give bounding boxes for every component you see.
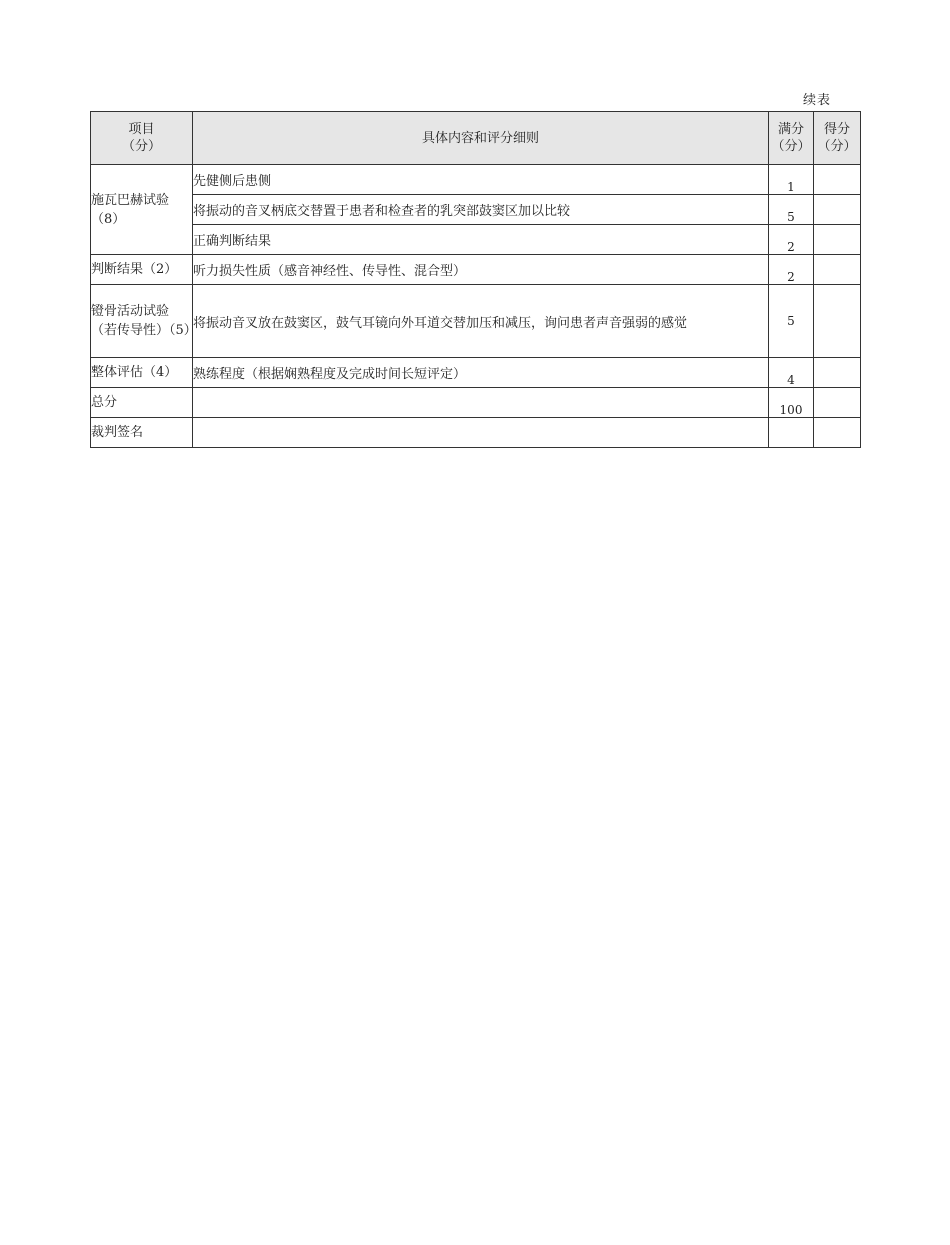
item-weber-test: 施瓦巴赫试验（8）	[91, 165, 193, 255]
item-judge-result: 判断结果（2）	[91, 255, 193, 285]
score-obtained-cell[interactable]	[814, 255, 861, 285]
full-score-cell: 100	[769, 388, 814, 418]
content-cell	[193, 388, 769, 418]
header-got-line1: 得分	[823, 122, 850, 137]
content-cell: 熟练程度（根据娴熟程度及完成时间长短评定）	[193, 358, 769, 388]
score-obtained-cell[interactable]	[814, 195, 861, 225]
table-row	[91, 358, 861, 388]
content-cell: 听力损失性质（感音神经性、传导性、混合型）	[193, 255, 769, 285]
header-full-line2: （分）	[771, 139, 811, 154]
header-item-line1: 项目	[128, 122, 155, 137]
full-score-cell: 2	[769, 225, 814, 255]
header-full-line1: 满分	[777, 122, 804, 137]
item-referee-signature: 裁判签名	[91, 418, 193, 448]
full-score-cell: 1	[769, 165, 814, 195]
score-obtained-cell[interactable]	[814, 358, 861, 388]
content-cell[interactable]	[193, 418, 769, 448]
full-score-cell: 2	[769, 255, 814, 285]
scoring-table	[90, 111, 861, 448]
full-score-cell: 4	[769, 358, 814, 388]
content-cell: 正确判断结果	[193, 225, 769, 255]
header-full-score	[769, 112, 814, 165]
table-row	[91, 285, 861, 358]
item-total: 总分	[91, 388, 193, 418]
header-got-line2: （分）	[817, 139, 857, 154]
score-obtained-cell[interactable]	[814, 225, 861, 255]
header-item	[91, 112, 193, 165]
full-score-cell	[769, 418, 814, 448]
score-obtained-cell[interactable]	[814, 285, 861, 358]
header-item-line2: （分）	[121, 139, 161, 154]
table-header-row	[91, 112, 861, 165]
continued-label: 续表	[803, 93, 832, 108]
content-cell: 将振动的音叉柄底交替置于患者和检查者的乳突部鼓窦区加以比较	[193, 195, 769, 225]
full-score-cell: 5	[769, 195, 814, 225]
item-overall-evaluation: 整体评估（4）	[91, 358, 193, 388]
score-obtained-cell[interactable]	[814, 388, 861, 418]
table-row	[91, 388, 861, 418]
content-cell: 将振动音叉放在鼓窦区，鼓气耳镜向外耳道交替加压和减压，询问患者声音强弱的感觉	[193, 285, 769, 358]
score-obtained-cell[interactable]	[814, 165, 861, 195]
header-content: 具体内容和评分细则	[193, 112, 769, 165]
table-row	[91, 225, 861, 255]
header-score-obtained	[814, 112, 861, 165]
table-row	[91, 255, 861, 285]
item-stapes-test: 镫骨活动试验（若传导性）（5）	[91, 285, 193, 358]
table-row	[91, 418, 861, 448]
content-cell: 先健侧后患侧	[193, 165, 769, 195]
table-row	[91, 165, 861, 195]
score-obtained-cell[interactable]	[814, 418, 861, 448]
table-row	[91, 195, 861, 225]
full-score-cell: 5	[769, 285, 814, 358]
